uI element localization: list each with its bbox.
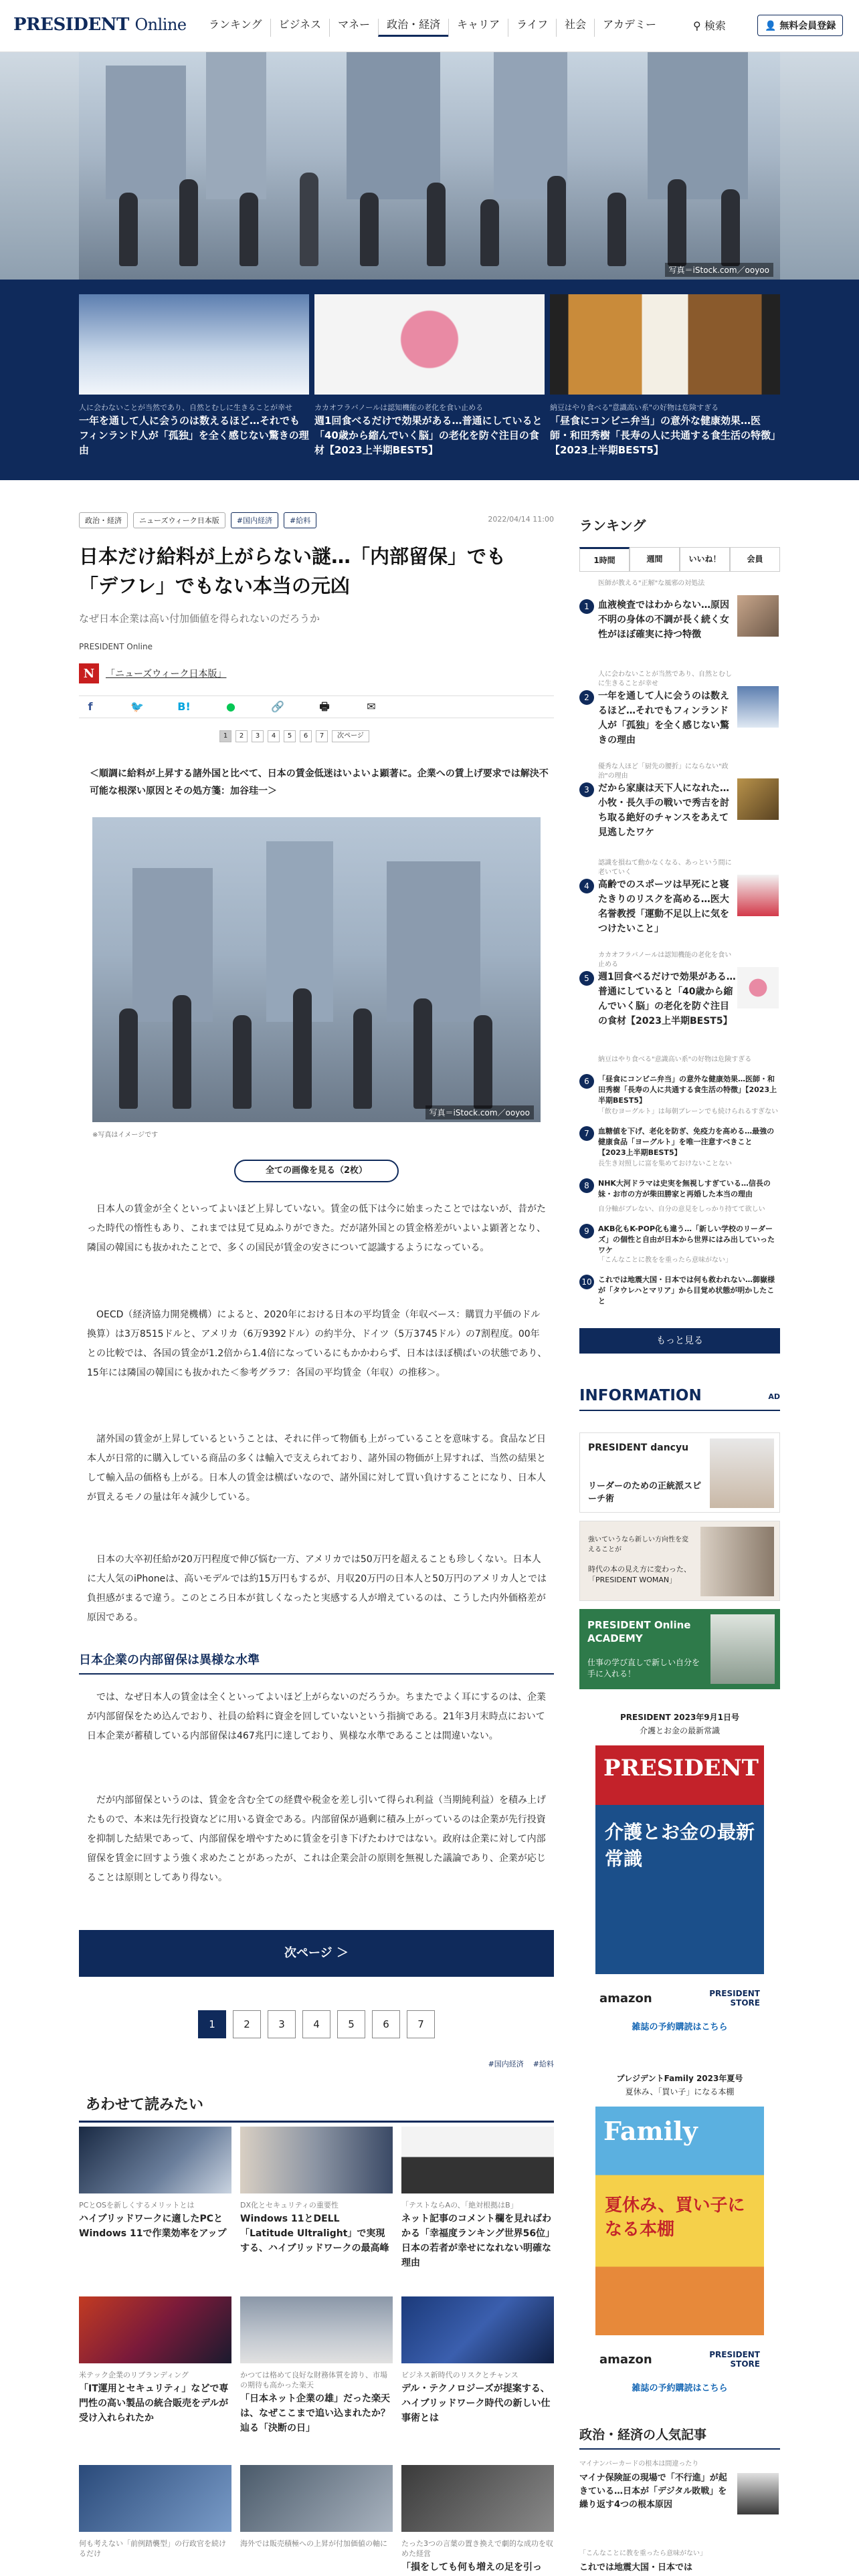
page-link[interactable]: 6 — [300, 730, 312, 742]
ad-title: PRESIDENT Online ACADEMY — [587, 1619, 691, 1644]
view-all-images-button[interactable]: 全ての画像を見る（2枚） — [234, 1160, 399, 1182]
register-button[interactable] — [757, 15, 843, 36]
rank-title: これでは地震大国・日本では何も救われない…御嶽様が「タウレハとマリア」から目覚め状態が明かしたこと — [598, 1275, 775, 1305]
rank-title: NHK大河ドラマは史実を無視しすぎている…信長の妹・お市の方が柴田勝家と再婚した本当の理由 — [598, 1179, 771, 1198]
related-item[interactable] — [240, 2296, 393, 2436]
related-title: 「IT運用とセキュリティ」などで専門性の高い製品の統合販売をデルが受け入れられたか — [79, 2383, 229, 2424]
link-copy-icon[interactable]: 🔗 — [271, 700, 284, 713]
paragraph: では、なぜ日本人の賃金は全くといってよいほど上がらないのだろうか。ちまたでよく耳にするのは、企業が内部留保をため込んでおり、社員の給料に資金を回していないという指摘である。21年3月末時点において日本企業が蓄積している内部留保は467兆円に達しており、異様な水準であることは間違いない。 — [87, 1692, 546, 1741]
related-thumb — [79, 2296, 231, 2363]
nav-item-ranking[interactable]: ランキング — [209, 18, 262, 31]
subscription-link[interactable]: 雑誌の予約購読はこちら — [632, 2022, 728, 2032]
featured-sub: 人に会わないことが当然であり、自然とむしに生きることが幸せ — [79, 403, 292, 412]
rank-thumb — [737, 686, 779, 728]
ad-photo — [710, 1438, 774, 1508]
magazine-cover-title: 介護とお金の最新常識 — [605, 1821, 755, 1870]
rank-thumb — [737, 595, 779, 637]
page-link[interactable]: 2 — [233, 2010, 261, 2038]
nav-item-academy[interactable]: アカデミー — [594, 19, 664, 37]
author-row[interactable] — [79, 663, 226, 683]
rank-title: 血液検査ではわからない…原因不明の身体の不調が長く続く女性がほぼ確実に持つ特徴 — [598, 600, 729, 640]
ranking-heading: ランキング — [579, 518, 646, 534]
rank-number: 10 — [579, 1275, 594, 1289]
page-nav-top — [219, 730, 369, 742]
tab-likes[interactable]: いいね！ — [680, 547, 730, 572]
rank-thumb — [737, 875, 779, 916]
rank-number: 9 — [579, 1224, 594, 1239]
magazine-issue: PRESIDENT 2023年9月1日号 — [619, 1713, 739, 1722]
featured-thumb-brain — [314, 294, 545, 395]
rank-sub: 優秀な人ほど「厨先の腰折」にならない"政治"の理由 — [598, 763, 729, 780]
tab-1hour[interactable]: 1時間 — [579, 547, 630, 572]
nav-item-business[interactable]: ビジネス — [270, 19, 330, 37]
related-thumb — [401, 2465, 554, 2532]
hatena-bookmark-icon[interactable]: B! — [177, 700, 191, 713]
page-link[interactable]: 5 — [337, 2010, 365, 2038]
related-title: デル・テクノロジーズが提案する、ハイブリッドワーク時代の新しい仕事術とは — [401, 2383, 551, 2424]
search-button[interactable] — [693, 17, 726, 33]
related-item[interactable] — [240, 2465, 393, 2550]
popular-title: これでは地震大国・日本では — [579, 2563, 693, 2573]
page-link[interactable]: 2 — [235, 730, 248, 742]
section-heading: 日本企業の内部留保は異様な水準 — [79, 1650, 554, 1675]
mail-icon[interactable]: ✉ — [367, 700, 376, 713]
rank-title: 「昼食にコンビニ弁当」の意外な健康効果…医師・和田秀樹「長寿の人に共通する食生活の特徴」【2023上半期BEST5】 — [598, 1075, 777, 1105]
magazine-masthead: Family — [603, 2116, 698, 2146]
rank-title: 血糖値を下げ、老化を防ぎ、免疫力を高める…最強の健康食品「ヨーグルト」を唯一注意すべきこと【2023上半期BEST5】 — [598, 1127, 775, 1157]
rank-number: 4 — [579, 879, 594, 893]
ad-banner-academy[interactable] — [579, 1609, 780, 1689]
related-sub: たった3つの言葉の置き換えで劇的な成功を収めた経営 — [401, 2539, 553, 2558]
rank-sub: 自分軸がブレない、自分の意見をしっかり持てて欲しい — [598, 1206, 765, 1213]
related-item[interactable] — [401, 2465, 554, 2575]
author-name[interactable]: 「ニューズウィーク日本版」 — [106, 669, 227, 679]
subscription-link[interactable]: 雑誌の予約購読はこちら — [632, 2383, 728, 2393]
hero-caption: 写真＝iStock.com／ooyoo — [665, 263, 773, 277]
facebook-icon[interactable]: f — [88, 700, 93, 713]
pagination — [198, 2010, 435, 2038]
popular-sub: マイナンバーカードの根本は間違ったり — [579, 2460, 699, 2468]
nav-item-money[interactable]: マネー — [329, 19, 378, 37]
title-line: 「デフレ」でもない本当の元凶 — [79, 574, 350, 597]
amazon-link[interactable]: amazon — [599, 1991, 652, 2006]
rank-sub: 認識を損ねて動かなくなる、あっという間に老いていく — [598, 859, 732, 876]
ad-banner-dancyu[interactable] — [579, 1432, 780, 1513]
site-logo[interactable] — [13, 15, 187, 35]
store-links — [599, 2346, 760, 2373]
featured-band — [0, 280, 859, 480]
rank-sub: 医師が教える"正解"な風邪の対処法 — [598, 580, 705, 587]
magazine-feature: 介護とお金の最新常識 — [639, 1726, 720, 1735]
logo-bold: PRESIDENT — [13, 15, 129, 35]
president-store-link[interactable]: PRESIDENT STORE — [709, 2350, 760, 2369]
tag-category[interactable]: 政治・経済 — [79, 512, 128, 528]
article-source: PRESIDENT Online — [79, 642, 153, 651]
article-lead: ＜順調に給料が上昇する諸外国と比べて、日本の賃金低迷はいよいよ顕著に。企業への賃上げ要求では解決不可能な根深い原因とその処方箋：加谷珪一＞ — [90, 768, 549, 796]
article-image[interactable] — [92, 817, 541, 1122]
image-note: ※写真はイメージです — [92, 1132, 159, 1139]
next-page-button[interactable]: 次ページ ＞ — [79, 1930, 554, 1977]
tag-salary[interactable]: #給料 — [284, 512, 316, 528]
bottom-tags — [488, 2058, 554, 2069]
publish-date: 2022/04/14 11:00 — [488, 515, 554, 524]
related-thumb — [401, 2127, 554, 2193]
hero-banner — [0, 52, 859, 280]
rank-number: 5 — [579, 971, 594, 986]
rank-title: 週1回食べるだけで効果がある…普通にしていると「40歳から縮んでいく脳」の老化を防ぐ注目の食材【2023上半期BEST5】 — [598, 972, 736, 1027]
rank-title: 一年を通して人に会うのは数えるほど…それでもフィンランド人が「孤独」を全く感じない驚きの理由 — [598, 691, 729, 746]
related-sub: 「テストならAの、「絶対根拠はB」 — [401, 2201, 518, 2210]
ranking-tabs — [579, 547, 780, 572]
ad-banner-woman[interactable] — [579, 1521, 780, 1601]
page-link[interactable]: 1 — [198, 2010, 226, 2038]
article-tags — [79, 512, 316, 528]
rank-sub: 納豆はやり食べる"意識高い系"の好物は危険すぎる — [598, 1056, 752, 1063]
information-heading — [579, 1387, 780, 1411]
page-link[interactable]: 1 — [219, 730, 231, 742]
main-nav — [201, 19, 664, 37]
magazine1-cover[interactable] — [595, 1745, 764, 1974]
title-line: 日本だけ給料が上がらない謎…「内部留保」でも — [79, 545, 506, 568]
ad-sub: 時代の本の見え方に変わった、「PRESIDENT WOMAN」 — [588, 1565, 691, 1584]
logo-light: Online — [134, 15, 187, 34]
page-link[interactable]: 4 — [302, 2010, 330, 2038]
site-header — [0, 0, 859, 52]
tag-domestic-economy[interactable]: #国内経済 — [488, 2060, 524, 2068]
ad-photo — [700, 1527, 774, 1596]
store-links — [599, 1985, 760, 2012]
paragraph: 日本の大卒初任給が20万円程度で伸び悩む一方、アメリカでは50万円を超えることも珍しくない。日本人に大人気のiPhoneは、高いモデルでは約15万円もするが、月収20万円の日本人と50万円のアメリカ人とでは負担感がまるで違う。このところ日本が貧しくなったと実感する人が増えているのは、こうした内外価格差が原因である。 — [87, 1554, 547, 1623]
nav-item-career[interactable]: キャリア — [448, 19, 508, 37]
related-sub: DX化とセキュリティの重要性 — [240, 2201, 339, 2210]
page-link[interactable]: 3 — [268, 2010, 296, 2038]
tag-domestic-economy[interactable]: #国内経済 — [231, 512, 278, 528]
page-link[interactable]: 7 — [316, 730, 328, 742]
rank-number: 8 — [579, 1178, 594, 1193]
related-item[interactable] — [79, 2465, 231, 2560]
next-page-link[interactable]: 次ページ — [332, 730, 369, 742]
ad-title: PRESIDENT dancyu — [588, 1442, 689, 1453]
tag-series[interactable]: ニューズウィーク日本版 — [133, 512, 225, 528]
print-icon[interactable]: 🖶 — [319, 700, 330, 713]
related-title: 「日本ネット企業の雄」だった楽天は、なぜここまで追い込まれたか？辿る「決断の日」 — [240, 2393, 390, 2434]
page-link[interactable]: 5 — [284, 730, 296, 742]
page-link[interactable]: 6 — [372, 2010, 400, 2038]
paragraph: だが内部留保というのは、賃金を含む全ての経費や税金を差し引いて得られ利益（当期純利益）を積み上げたもので、本来は先行投資などに用いる資金である。内部留保が過剰に積み上がっているのは企業が先行投資を抑制した結果であって、内部留保を増やすために賃金を引き下げたわけではない。政府は企業に対して内部留保を賃金に回すよう強く求めたことがあったが、これは企業会計の原則を無視した議論であり、企業が応じることは原則としてあり得ない。 — [87, 1795, 546, 1883]
search-icon: ⚲ — [693, 19, 701, 32]
related-title: ネット記事のコメント欄を見ればわかる「幸福度ランキング世界56位」日本の若者が幸せになれない明確な理由 — [401, 2214, 551, 2268]
rank-title: AKB化もK-POP化も違う…「新しい学校のリーダーズ」の個性と自由が日本から世界にはみ出していったワケ — [598, 1224, 775, 1255]
user-icon: 👤 — [765, 21, 777, 31]
rank-sub: 人に会わないことが当然であり、自然とむしに生きることが幸せ — [598, 671, 732, 687]
magazine2-header — [579, 2072, 780, 2099]
featured-title: 「昼食にコンビニ弁当」の意外な健康効果…医師・和田秀樹「長寿の人に共通する食生活の特徴」【2023上半期BEST5】 — [550, 415, 776, 456]
nav-item-life[interactable]: ライフ — [508, 19, 556, 37]
featured-card[interactable] — [314, 294, 545, 457]
related-sub: 海外では販売積極への上昇が付加価値の軸に — [240, 2539, 387, 2548]
related-title: Windows 11とDELL「Latitude Ultralight」で実現する、ハイブリッドワークの最高峰 — [240, 2214, 389, 2254]
article-image-caption: 写真＝iStock.com／ooyoo — [425, 1105, 534, 1119]
related-item[interactable] — [79, 2127, 231, 2241]
rank-number: 6 — [579, 1074, 594, 1089]
related-thumb — [79, 2127, 231, 2193]
related-sub: 何も考えない「前例踏襲型」の行政官を続けるだけ — [79, 2539, 226, 2558]
line-icon[interactable]: ● — [226, 700, 235, 713]
rank-title: だから家康は天下人になれた…小牧・長久手の戦いで秀吉を討ち取る絶好のチャンスをあえて見逃したワケ — [598, 783, 729, 838]
related-sub: ビジネス新時代のリスクとチャンス — [401, 2371, 518, 2379]
ad-photo — [710, 1614, 775, 1684]
featured-thumb-snow — [79, 294, 309, 395]
article-subtitle: なぜ日本企業は高い付加価値を得られないのだろうか — [79, 613, 320, 625]
article-title — [79, 542, 547, 601]
amazon-link[interactable]: amazon — [599, 2352, 652, 2367]
page-link[interactable]: 4 — [268, 730, 280, 742]
rank-number: 1 — [579, 599, 594, 614]
featured-thumb-bento — [550, 294, 780, 395]
newsweek-logo-icon: N — [79, 663, 99, 683]
related-thumb — [240, 2465, 393, 2532]
popular-heading: 政治・経済の人気記事 — [579, 2425, 780, 2450]
tab-weekly[interactable]: 週間 — [630, 547, 680, 572]
related-thumb — [240, 2296, 393, 2363]
nav-item-society[interactable]: 社会 — [556, 19, 594, 37]
ad-sub: 仕事の学び直しで新しい自分を手に入れる！ — [587, 1658, 700, 1679]
related-item[interactable] — [240, 2127, 393, 2256]
nav-item-politics[interactable]: 政治・経済 — [378, 19, 448, 37]
magazine-cover-title: 夏休み、買い子になる本棚 — [605, 2195, 745, 2240]
president-store-link[interactable]: PRESIDENT STORE — [709, 1989, 760, 2008]
tag-salary[interactable]: #給料 — [533, 2060, 554, 2068]
hero-image[interactable] — [79, 52, 780, 280]
related-title: 「損をしても何も増えの足を引っ — [401, 2562, 542, 2573]
register-label: 無料会員登録 — [779, 21, 836, 31]
magazine2-cover[interactable] — [595, 2107, 764, 2335]
rank-title: 高齢でのスポーツは早死にと寝たきりのリスクを高める…医大名誉教授「運動不足以上に気をつけたいこと」 — [598, 879, 729, 934]
featured-sub: 納豆はやり食べる"意識高い系"の好物は危険すぎる — [550, 403, 719, 412]
ad-sub: リーダーのための正統派スピーチ術 — [588, 1481, 702, 1504]
search-label: 検索 — [704, 19, 726, 32]
featured-title: 週1回食べるだけで効果がある…普通にしていると「40歳から縮んでいく脳」の老化を防ぐ注目の食材【2023上半期BEST5】 — [314, 415, 543, 456]
related-sub: PCとOSを新しくするメリットとは — [79, 2201, 195, 2210]
related-item[interactable] — [401, 2127, 554, 2270]
popular-sub: 「こんなことに教を重ったら意味がない」 — [579, 2550, 706, 2557]
related-sub: かつては格めて良好な財務体質を誇り、市場の期待も高かった楽天 — [240, 2371, 387, 2389]
information-title: INFORMATION — [579, 1387, 702, 1404]
featured-title: 一年を通して人に会うのは数えるほど…それでもフィンランド人が「孤独」を全く感じない驚きの理由 — [79, 415, 309, 456]
rank-number: 2 — [579, 690, 594, 705]
paragraph: 諸外国の賃金が上昇しているということは、それに伴って物価も上がっていることを意味する。食品など日本人が日常的に購入している商品の多くは輸入で支えられており、諸外国の物価が上昇すれば、当然の結果として輸入品の価格も上がる。日本人の賃金は横ばいなので、諸外国に対して買い負けすることになり、日本人が買えるモノの量は年々減少している。 — [87, 1434, 546, 1503]
popular-thumb — [737, 2473, 779, 2514]
share-bar — [79, 695, 554, 718]
featured-sub: カカオフラバノールは認知機能の老化を食い止める — [314, 403, 484, 412]
related-item[interactable] — [401, 2296, 554, 2426]
rank-number: 3 — [579, 782, 594, 797]
related-thumb — [79, 2465, 231, 2532]
related-heading: あわせて読みたい — [79, 2093, 554, 2123]
popular-title: マイナ保険証の現場で「不行進」が起きている…日本が「デジタル敗戦」を繰り返す4つの根本原因 — [579, 2473, 727, 2510]
featured-card[interactable] — [550, 294, 780, 457]
rank-thumb — [737, 778, 779, 820]
related-item[interactable] — [79, 2296, 231, 2426]
magazine1-header — [579, 1711, 780, 1737]
related-thumb — [240, 2127, 393, 2193]
rank-sub: 長生き対照しに富を集めておけないことない — [598, 1160, 732, 1168]
magazine-issue: プレジデントFamily 2023年夏号 — [616, 2074, 743, 2083]
ad-title: 強いていうなら新しい方向性を変えることが — [588, 1536, 688, 1553]
rank-sub: 「こんなことに教をを重ったら意味がない」 — [598, 1257, 732, 1264]
related-sub: 米テック企業のリブランディング — [79, 2371, 189, 2379]
paragraph: 日本人の賃金が全くといってよいほど上昇していない。賃金の低下は今に始まったことではないが、昔がたった時代の惰性もあり、これまでは見て見ぬふりができた。だが諸外国との賃金格差がいよいよ顕著となり、隣国の韓国にも抜かれたことで、多くの国民が賃金の安さについて認識するようになっている。 — [87, 1204, 546, 1253]
more-ranking-button[interactable]: もっと見る — [579, 1328, 780, 1354]
magazine-masthead: PRESIDENT — [603, 1755, 759, 1782]
page-link[interactable]: 3 — [252, 730, 264, 742]
rank-thumb — [737, 967, 779, 1008]
related-thumb — [401, 2296, 554, 2363]
rank-sub: カカオフラバノールは認知機能の老化を食い止める — [598, 952, 732, 968]
ad-label: AD — [768, 1392, 780, 1401]
magazine-feature: 夏休み、「買い子」になる本棚 — [625, 2087, 735, 2097]
twitter-icon[interactable]: 🐦 — [130, 700, 144, 713]
rank-sub: 「飲むヨーグルト」は毎朝ブレーンでも続けられるすぎない — [598, 1108, 779, 1115]
featured-card[interactable] — [79, 294, 309, 457]
rank-number: 7 — [579, 1126, 594, 1141]
related-title: ハイブリッドワークに適したPCとWindows 11で作業効率をアップ — [79, 2214, 227, 2239]
page-link[interactable]: 7 — [407, 2010, 435, 2038]
tab-members[interactable]: 会員 — [730, 547, 780, 572]
paragraph: OECD（経済協力開発機構）によると、2020年における日本の平均賃金（年収ベース：購買力平価のドル換算）は3万8515ドルと、アメリカ（6万9392ドル）の約半分、ドイツ（5万3745ドル）の7割程度。00年との比較では、各国の賃金が1.2倍から1.4倍になっているにもかかわらず、日本はほぼ横ばいの状態であり、15年には隣国の韓国にも抜かれた＜参考グラフ：各国の平均賃金（年収）の推移＞。 — [87, 1309, 547, 1378]
